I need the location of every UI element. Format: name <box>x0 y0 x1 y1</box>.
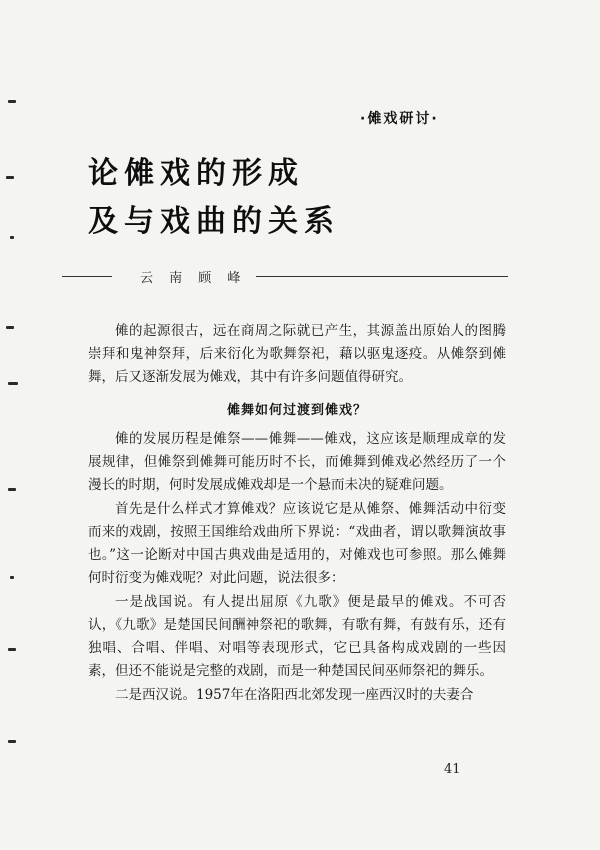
author-name: 云 南 顾 峰 <box>140 270 247 286</box>
byline <box>62 266 508 286</box>
byline-rule-left <box>62 276 112 277</box>
margin-mark <box>8 648 16 651</box>
paragraph: 傩的发展历程是傩祭——傩舞——傩戏，这应该是顺理成章的发展规律，但傩祭到傩舞可能历时不长，而傩舞到傩戏必然经历了一个漫长的时期，何时发展成傩戏却是一个悬而未决的疑难问题。 <box>88 431 506 493</box>
byline-rule-right <box>256 276 508 277</box>
article-body <box>88 320 506 707</box>
title-line-1: 论傩戏的形成 <box>88 156 304 191</box>
title-line-2: 及与戏曲的关系 <box>88 204 340 239</box>
paragraph: 傩的起源很古，远在商周之际就已产生，其源盖出原始人的图腾崇拜和鬼神祭拜，后来衍化为歌舞祭祀，藉以驱鬼逐疫。从傩祭到傩舞，后又逐渐发展为傩戏，其中有许多问题值得研究。 <box>88 323 506 385</box>
paragraph: 二是西汉说。1957年在洛阳西北郊发现一座西汉时的夫妻合 <box>115 687 474 703</box>
margin-mark <box>8 488 16 491</box>
margin-mark <box>6 176 14 179</box>
margin-mark <box>8 100 16 103</box>
paragraph: 一是战国说。有人提出屈原《九歌》便是最早的傩戏。不可否认，《九歌》是楚国民间酬神祭祀的歌舞，有歌有舞，有鼓有乐，还有独唱、合唱、伴唱、对唱等表现形式，它已具备构成戏剧的一些因素，但还不能说是完整的戏剧，而是一种楚国民间巫师祭祀的舞乐。 <box>88 594 506 679</box>
section-tag: ·傩戏研讨· <box>360 111 439 127</box>
margin-mark <box>8 382 18 385</box>
article-title <box>88 150 340 246</box>
margin-mark <box>10 236 14 239</box>
section-subheading: 傩舞如何过渡到傩戏？ <box>226 403 367 418</box>
margin-mark <box>10 576 14 579</box>
margin-mark <box>8 740 16 743</box>
page-number: 41 <box>444 762 461 777</box>
paragraph: 首先是什么样式才算傩戏？应该说它是从傩祭、傩舞活动中衍变而来的戏剧，按照王国维给戏曲所下界说：“戏曲者，谓以歌舞演故事也。”这一论断对中国古典戏曲是适用的，对傩戏也可参照。那么傩舞何时衍变为傩戏呢？对此问题，说法很多： <box>88 501 506 586</box>
margin-mark <box>6 326 14 329</box>
